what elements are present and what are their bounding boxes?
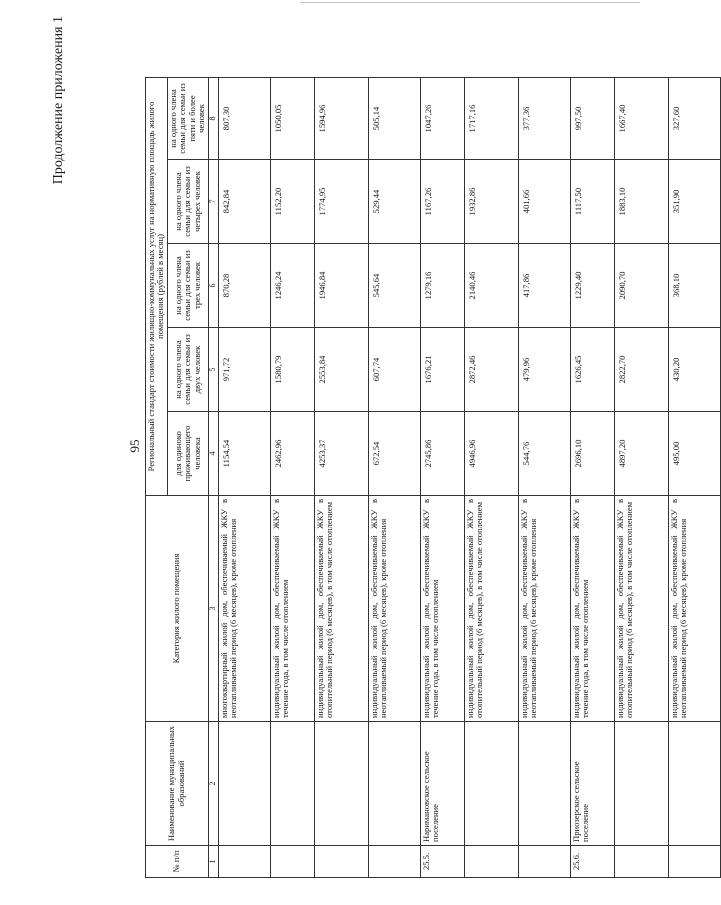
column-index: 4	[208, 412, 218, 496]
value-two: 1626,45	[570, 328, 614, 412]
column-index: 7	[208, 160, 218, 244]
value-four: 1167,26	[420, 160, 464, 244]
row-code	[464, 846, 518, 878]
value-five-plus: 1050,05	[270, 77, 314, 159]
value-two: 2822,70	[614, 328, 668, 412]
column-index-row	[208, 77, 218, 877]
scan-top-line	[300, 2, 640, 3]
appendix-continuation-title: Продолжение приложения 1	[51, 16, 66, 185]
table-row	[420, 77, 464, 877]
housing-cost-standard-table	[145, 77, 721, 878]
value-two: 2872,46	[464, 328, 518, 412]
row-code	[614, 846, 668, 878]
table-row	[668, 77, 720, 877]
row-code	[314, 846, 368, 878]
row-code	[668, 846, 720, 878]
value-three: 545,64	[368, 244, 420, 328]
value-single: 4253,37	[314, 412, 368, 496]
header-family-of-four: на одного члена семьи для семьи из четырех человек	[167, 160, 208, 244]
row-category: индивидуальный жилой дом, обеспечиваемый ЖКУ в течение года, в том числе отоплением	[570, 496, 614, 722]
value-two: 2553,84	[314, 328, 368, 412]
row-category: индивидуальный жилой дом, обеспечиваемый ЖКУ в течение года, в том числе отоплением	[270, 496, 314, 722]
table-row	[464, 77, 518, 877]
column-index: 8	[208, 77, 218, 159]
value-four: 1117,50	[570, 160, 614, 244]
value-four: 529,44	[368, 160, 420, 244]
rotated-table-wrapper	[145, 78, 689, 878]
page-number: 95	[127, 439, 142, 453]
header-family-of-five-plus: на одного члена семьи для семьи из пяти и более человек	[167, 77, 208, 159]
table-row	[570, 77, 614, 877]
column-index: 6	[208, 244, 218, 328]
value-four: 351,90	[668, 160, 720, 244]
row-municipality	[270, 722, 314, 846]
value-single: 2462,96	[270, 412, 314, 496]
row-municipality: Приозерское сельское поселение	[570, 722, 614, 846]
column-index: 1	[208, 846, 218, 878]
value-three: 2090,70	[614, 244, 668, 328]
table-row	[270, 77, 314, 877]
header-category: Категория жилого помещения	[146, 496, 209, 722]
row-code: 25.5.	[420, 846, 464, 878]
value-single: 2696,10	[570, 412, 614, 496]
table-row	[218, 77, 270, 877]
row-category: индивидуальный жилой дом, обеспечиваемый ЖКУ в неотапливаемый период (6 месяцев), кроме отопления	[518, 496, 570, 722]
header-no: № п/п	[146, 846, 209, 878]
value-single: 544,76	[518, 412, 570, 496]
value-five-plus: 1717,16	[464, 77, 518, 159]
header-single-person: для одиноко проживающего человека	[167, 412, 208, 496]
value-four: 1932,86	[464, 160, 518, 244]
value-five-plus: 1594,96	[314, 77, 368, 159]
value-four: 1152,20	[270, 160, 314, 244]
value-four: 842,84	[218, 160, 270, 244]
header-regional-standard: Региональный стандарт стоимости жилищно-коммунальных услуг на нормативную площадь жилого помещения (рублей в месяц)	[146, 77, 168, 495]
value-five-plus: 807,30	[218, 77, 270, 159]
row-category: многоквартирный жилой дом, обеспечиваемый ЖКУ в неотапливаемый период (6 месяцев), кроме отопления	[218, 496, 270, 722]
value-two: 430,20	[668, 328, 720, 412]
value-two: 607,74	[368, 328, 420, 412]
value-single: 2745,86	[420, 412, 464, 496]
header-municipality: Наименование муниципальных образований	[146, 722, 209, 846]
value-three: 1229,40	[570, 244, 614, 328]
row-municipality: Наримановское сельское поселение	[420, 722, 464, 846]
row-municipality	[518, 722, 570, 846]
value-five-plus: 997,50	[570, 77, 614, 159]
column-index: 2	[208, 722, 218, 846]
row-municipality	[464, 722, 518, 846]
value-three: 870,28	[218, 244, 270, 328]
row-code	[518, 846, 570, 878]
value-three: 2140,46	[464, 244, 518, 328]
value-two: 479,96	[518, 328, 570, 412]
table-row	[368, 77, 420, 877]
value-single: 4946,96	[464, 412, 518, 496]
row-municipality	[218, 722, 270, 846]
row-category: индивидуальный жилой дом, обеспечиваемый ЖКУ в неотапливаемый период (6 месяцев), кроме отопления	[668, 496, 720, 722]
row-code	[218, 846, 270, 878]
table-header	[146, 77, 219, 877]
value-single: 4897,20	[614, 412, 668, 496]
value-five-plus: 1667,40	[614, 77, 668, 159]
value-three: 1946,84	[314, 244, 368, 328]
row-category: индивидуальный жилой дом, обеспечиваемый ЖКУ в отопительный период (6 месяцев), в том числе отоплением	[614, 496, 668, 722]
row-code: 25.6.	[570, 846, 614, 878]
value-four: 1774,95	[314, 160, 368, 244]
value-five-plus: 377,36	[518, 77, 570, 159]
row-municipality	[614, 722, 668, 846]
header-family-of-two: на одного члена семьи для семьи из двух человек	[167, 328, 208, 412]
value-two: 1676,21	[420, 328, 464, 412]
column-index: 3	[208, 496, 218, 722]
row-category: индивидуальный жилой дом, обеспечиваемый ЖКУ в отопительный период (6 месяцев), в том числе отоплением	[314, 496, 368, 722]
table-row	[518, 77, 570, 877]
row-category: индивидуальный жилой дом, обеспечиваемый ЖКУ в неотапливаемый период (6 месяцев), кроме отопления	[368, 496, 420, 722]
row-category: индивидуальный жилой дом, обеспечиваемый ЖКУ в течение года, в том числе отоплением	[420, 496, 464, 722]
value-three: 1279,16	[420, 244, 464, 328]
value-single: 495,00	[668, 412, 720, 496]
row-code	[270, 846, 314, 878]
table-row	[614, 77, 668, 877]
value-two: 971,72	[218, 328, 270, 412]
row-category: индивидуальный жилой дом, обеспечиваемый ЖКУ в отопительный период (6 месяцев), в том числе отоплением	[464, 496, 518, 722]
value-five-plus: 505,14	[368, 77, 420, 159]
header-family-of-three: на одного члена семьи для семьи из трех человек	[167, 244, 208, 328]
value-four: 1883,10	[614, 160, 668, 244]
value-five-plus: 1047,26	[420, 77, 464, 159]
value-five-plus: 327,60	[668, 77, 720, 159]
row-municipality	[668, 722, 720, 846]
row-code	[368, 846, 420, 878]
value-single: 672,54	[368, 412, 420, 496]
value-three: 1246,24	[270, 244, 314, 328]
value-three: 368,10	[668, 244, 720, 328]
table-row	[314, 77, 368, 877]
column-index: 5	[208, 328, 218, 412]
value-four: 401,66	[518, 160, 570, 244]
row-municipality	[368, 722, 420, 846]
value-two: 1580,79	[270, 328, 314, 412]
value-single: 1154,54	[218, 412, 270, 496]
row-municipality	[314, 722, 368, 846]
table-body	[218, 77, 720, 877]
value-three: 417,86	[518, 244, 570, 328]
